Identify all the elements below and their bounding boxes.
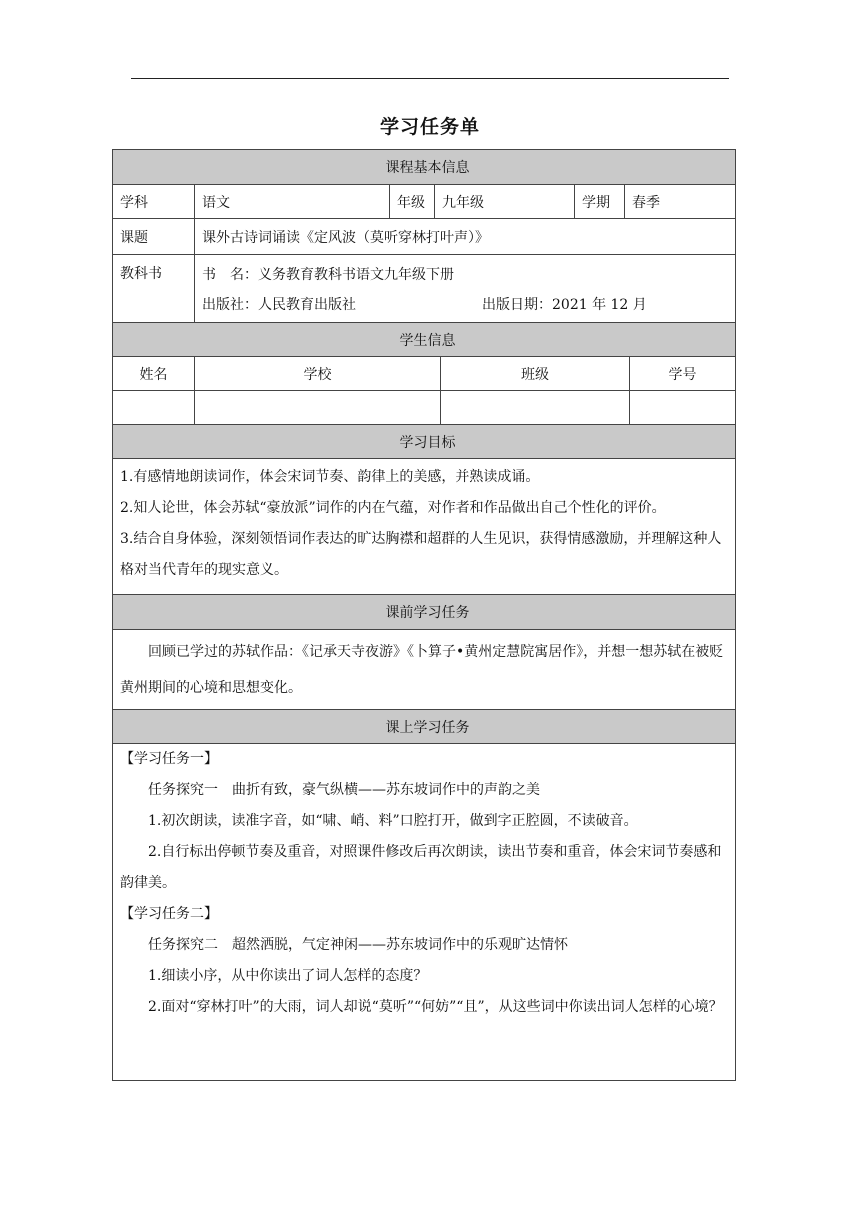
goals-header: 学习目标: [113, 425, 735, 458]
preclass-text: 回顾已学过的苏轼作品：《记承天寺夜游》《卜算子•黄州定慧院寓居作》，并想一想苏轼在被贬黄州期间的心境和思想变化。: [120, 644, 724, 696]
subject-label: 学科: [113, 185, 195, 218]
task1-subtitle: 任务探究一 曲折有致，豪气纵横——苏东坡词作中的声韵之美: [148, 782, 540, 798]
name-field[interactable]: [113, 391, 195, 424]
publish-date: 出版日期：2021 年 12 月: [482, 296, 647, 313]
student-id-field[interactable]: [630, 391, 735, 424]
term-value: 春季: [632, 194, 660, 211]
task1-item: 1.初次朗读，读准字音，如“啸、峭、料”口腔打开，做到字正腔圆，不读破音。: [148, 813, 638, 829]
col-name: 姓名: [113, 357, 195, 390]
preclass-text-block: [113, 630, 735, 709]
term-label: 学期: [575, 185, 625, 218]
student-info-header-row: [113, 323, 735, 357]
task1-title: 【学习任务一】: [120, 751, 218, 767]
subject-value: 语文: [195, 185, 390, 218]
goals-header-row: [113, 425, 735, 459]
basic-info-header-row: [113, 150, 735, 185]
page-title: 学习任务单: [379, 116, 480, 138]
col-student-id: 学号: [668, 366, 697, 383]
topic-value: 课外古诗词诵读《定风波（莫听穿林打叶声）》: [202, 229, 489, 246]
student-info-header: 学生信息: [113, 323, 735, 356]
task2-subtitle: 任务探究二 超然洒脱，气定神闲——苏东坡词作中的乐观旷达情怀: [148, 937, 568, 953]
goal-item: 2.知人论世，体会苏轼“豪放派”词作的内在气蕴，对作者和作品做出自己个性化的评价。: [120, 500, 666, 516]
topic-row: [113, 219, 735, 255]
inclass-header-row: [113, 710, 735, 744]
class-field[interactable]: [441, 391, 630, 424]
task2-title: 【学习任务二】: [120, 906, 218, 922]
preclass-row: [113, 630, 735, 710]
header-rule: [131, 78, 729, 79]
textbook-info: [195, 255, 735, 322]
goals-list: [113, 459, 735, 594]
col-school: 学校: [195, 357, 441, 390]
publisher-line: [202, 289, 735, 319]
basic-info-header: 课程基本信息: [113, 150, 735, 184]
goal-item: 1.有感情地朗读词作，体会宋词节奏、韵律上的美感，并熟读成诵。: [120, 469, 540, 485]
goal-item: 3.结合自身体验，深刻领悟词作表达的旷达胸襟和超群的人生见识，获得情感激励，并理解这种人格对当代青年的现实意义。: [120, 531, 722, 578]
subject-row: [113, 185, 735, 219]
task2-item: 2.面对“穿林打叶”的大雨，词人却说“莫听”“何妨”“且”，从这些词中你读出词人怎样的心境？: [148, 999, 723, 1015]
col-class: 班级: [441, 357, 630, 390]
grade-label: 年级: [390, 185, 435, 218]
student-columns-row: [113, 357, 735, 391]
student-input-row: [113, 391, 735, 425]
task-sheet-table: [112, 149, 736, 1081]
publisher: 出版社：人民教育出版社: [202, 296, 356, 313]
grade-value: 九年级: [435, 185, 575, 218]
task1-item: 2.自行标出停顿节奏及重音，对照课件修改后再次朗读，读出节奏和重音，体会宋词节奏感和韵律美。: [120, 844, 722, 891]
goals-row: [113, 459, 735, 595]
preclass-header-row: [113, 595, 735, 630]
task2-item: 1.细读小序，从中你读出了词人怎样的态度？: [148, 968, 428, 984]
inclass-row: [113, 744, 735, 1080]
school-field[interactable]: [195, 391, 441, 424]
book-name: 书 名：义务教育教科书语文九年级下册: [202, 266, 454, 283]
preclass-header: 课前学习任务: [113, 595, 735, 629]
textbook-label: 教科书: [113, 255, 195, 322]
topic-label: 课题: [113, 219, 195, 254]
inclass-header: 课上学习任务: [113, 710, 735, 743]
textbook-row: [113, 255, 735, 323]
inclass-content: [113, 744, 735, 1080]
